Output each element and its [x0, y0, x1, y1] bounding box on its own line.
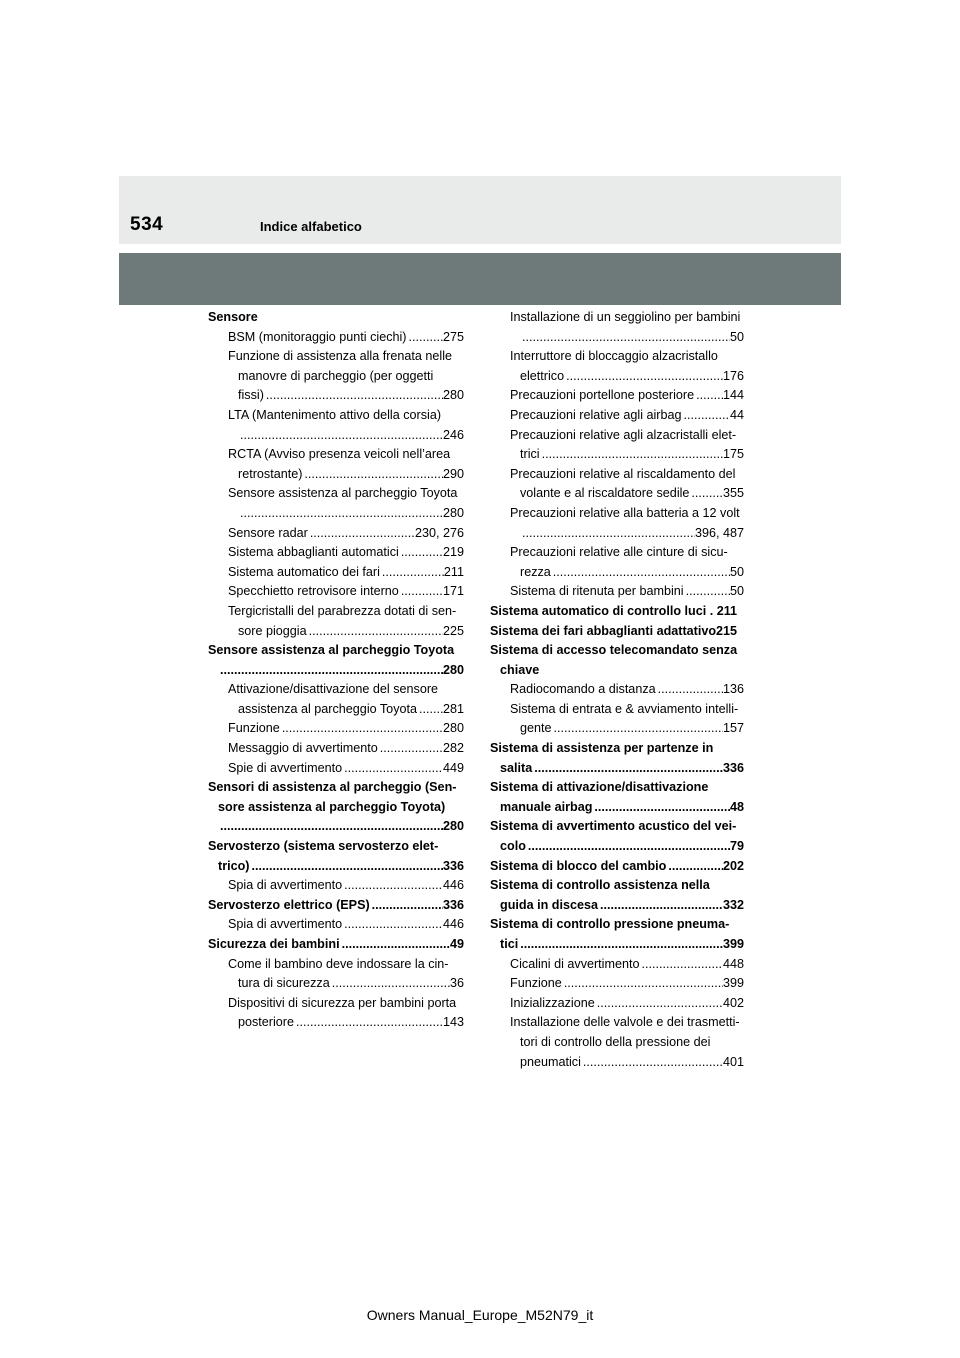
- leader-dots: [598, 896, 723, 916]
- leader-dots: [551, 563, 730, 583]
- index-entry: [490, 426, 744, 446]
- page-reference: 336: [722, 760, 744, 775]
- index-column-right: [490, 308, 744, 1072]
- index-entry: [208, 582, 464, 602]
- index-entry: [208, 445, 464, 465]
- page-reference: 281: [442, 701, 464, 716]
- index-term: retrostante): [238, 466, 303, 481]
- index-entry: [490, 308, 744, 328]
- index-entry: [208, 955, 464, 975]
- leader-dots: [656, 680, 723, 700]
- index-term: Interruttore di bloccaggio alzacristallo: [510, 349, 718, 364]
- index-term: Funzione: [228, 721, 280, 736]
- index-entry: [490, 896, 744, 916]
- index-entry: [208, 719, 464, 739]
- index-entry: [208, 680, 464, 700]
- index-entry: [490, 661, 744, 681]
- index-entry: [208, 524, 464, 544]
- index-entry: [208, 817, 464, 837]
- leader-dots: [640, 955, 723, 975]
- index-term: Tergicristalli del parabrezza dotati di sen-: [228, 603, 457, 618]
- index-term: sore pioggia: [238, 623, 307, 638]
- index-term: Spia di avvertimento: [228, 878, 343, 893]
- index-term: Funzione: [510, 976, 562, 991]
- index-term: Precauzioni relative alle cinture di sicu-: [510, 545, 728, 560]
- index-term: manovre di parcheggio (per oggetti: [238, 368, 434, 383]
- index-term: Spia di avvertimento: [228, 917, 343, 932]
- index-term: Radiocomando a distanza: [510, 682, 656, 697]
- page-reference: 446: [442, 917, 464, 932]
- page-reference: 401: [722, 1054, 744, 1069]
- index-term: Sistema di entrata e & avviamento intelli-: [510, 701, 739, 716]
- footer-text: Owners Manual_Europe_M52N79_it: [366, 1307, 594, 1323]
- page-reference: 50: [729, 564, 744, 579]
- page-reference: 143: [442, 1015, 464, 1030]
- leader-dots: [399, 543, 443, 563]
- page-reference: 49: [449, 937, 464, 951]
- index-entry: [490, 641, 744, 661]
- index-entry: [208, 935, 464, 955]
- page-reference: 449: [442, 760, 464, 775]
- index-entry: [208, 367, 464, 387]
- index-entry: [490, 798, 744, 818]
- page-reference: 402: [722, 995, 744, 1010]
- index-entry: [208, 484, 464, 504]
- index-term: Sensore assistenza al parcheggio Toyota: [228, 486, 458, 501]
- index-term: Sistema automatico dei fari: [228, 564, 380, 579]
- index-term: Precauzioni relative agli alzacristalli elet-: [510, 427, 737, 442]
- index-entry: [208, 406, 464, 426]
- index-entry: [490, 328, 744, 348]
- page-reference: 282: [442, 741, 464, 756]
- page-reference: 290: [442, 466, 464, 481]
- index-entry: [490, 974, 744, 994]
- leader-dots: [218, 817, 443, 837]
- index-entry: [490, 759, 744, 779]
- index-term: manuale airbag: [500, 799, 593, 814]
- index-term: Sistema dei fari abbaglianti adattativo215: [490, 623, 738, 638]
- leader-dots: [302, 465, 443, 485]
- leader-dots: [581, 1053, 723, 1073]
- leader-dots: [552, 719, 723, 739]
- page-reference: 36: [449, 976, 464, 991]
- index-entry: [208, 1013, 464, 1033]
- index-term: Cicalini di avvertimento: [510, 956, 640, 971]
- index-term: posteriore: [238, 1015, 295, 1030]
- index-entry: [490, 445, 744, 465]
- index-term: Dispositivi di sicurezza per bambini porta: [228, 995, 457, 1010]
- leader-dots: [342, 876, 443, 896]
- leader-dots: [238, 426, 443, 446]
- index-term: Specchietto retrovisore interno: [228, 584, 399, 599]
- index-entry: [490, 915, 744, 935]
- leader-dots: [307, 622, 443, 642]
- index-term: Sistema di avvertimento acustico del vei-: [490, 819, 737, 834]
- index-term: elettrico: [520, 368, 565, 383]
- leader-dots: [380, 563, 444, 583]
- index-entry: [490, 935, 744, 955]
- leader-dots: [264, 386, 443, 406]
- index-term: tori di controllo della pressione dei: [520, 1034, 711, 1049]
- index-entry: [490, 406, 744, 426]
- index-entry: [208, 386, 464, 406]
- page-reference: 175: [722, 447, 744, 462]
- index-entry: [490, 602, 744, 622]
- index-term: gente: [520, 721, 552, 736]
- index-term: Precauzioni relative alla batteria a 12 volt: [510, 505, 740, 520]
- leader-dots: [330, 974, 450, 994]
- index-term: trico): [218, 858, 250, 873]
- index-term: Sensore: [208, 310, 258, 324]
- page-reference: 144: [722, 388, 744, 403]
- index-term: Sistema automatico di controllo luci . 211: [490, 603, 738, 618]
- index-entry: [208, 857, 464, 877]
- index-term: tura di sicurezza: [238, 976, 330, 991]
- index-term: colo: [500, 839, 526, 854]
- index-term: Sicurezza dei bambini: [208, 937, 340, 951]
- page-reference: 332: [722, 897, 744, 912]
- index-term: guida in discesa: [500, 897, 598, 912]
- leader-dots: [238, 504, 443, 524]
- page-reference: 44: [729, 407, 744, 422]
- page-reference: 202: [722, 858, 744, 873]
- index-entry: [208, 837, 464, 857]
- index-entry: [490, 347, 744, 367]
- index-term: Sistema di assistenza per partenze in: [490, 741, 714, 756]
- page-reference: 280: [442, 662, 464, 677]
- index-entry: [208, 759, 464, 779]
- leader-dots: [378, 739, 443, 759]
- index-entry: [208, 739, 464, 759]
- index-term: RCTA (Avviso presenza veicoli nell’area: [228, 447, 451, 462]
- index-term: Servosterzo (sistema servosterzo elet-: [208, 839, 439, 854]
- page-reference: 280: [442, 819, 464, 834]
- page-reference: 171: [442, 584, 464, 599]
- leader-dots: [520, 328, 730, 348]
- page-reference: 211: [443, 564, 464, 579]
- index-term: BSM (monitoraggio punti ciechi): [228, 329, 407, 344]
- page-reference: 336: [442, 858, 464, 873]
- page-reference: 50: [729, 329, 744, 344]
- index-entry: [208, 661, 464, 681]
- leader-dots: [526, 837, 730, 857]
- index-entry: [490, 563, 744, 583]
- index-term: sore assistenza al parcheggio Toyota): [218, 799, 446, 814]
- index-term: Attivazione/disattivazione del sensore: [228, 682, 439, 697]
- index-term: trici: [520, 447, 540, 462]
- leader-dots: [592, 798, 730, 818]
- leader-dots: [342, 915, 443, 935]
- index-entry: [490, 543, 744, 563]
- index-entry: [490, 484, 744, 504]
- index-term: chiave: [500, 662, 540, 677]
- index-entry: [208, 563, 464, 583]
- leader-dots: [564, 367, 723, 387]
- index-entry: [208, 602, 464, 622]
- index-term: Precauzioni relative al riscaldamento del: [510, 466, 736, 481]
- index-term: Messaggio di avvertimento: [228, 741, 378, 756]
- index-term: Sistema di accesso telecomandato senza: [490, 643, 738, 658]
- index-entry: [490, 837, 744, 857]
- index-entry: [490, 700, 744, 720]
- page-reference: 280: [442, 721, 464, 736]
- index-term: tici: [500, 937, 519, 951]
- index-entry: [490, 465, 744, 485]
- index-column-left: [208, 308, 464, 1033]
- index-entry: [208, 641, 464, 661]
- index-entry: [490, 367, 744, 387]
- index-term: Sistema di ritenuta per bambini: [510, 584, 684, 599]
- leader-dots: [340, 935, 450, 955]
- index-term: rezza: [520, 564, 551, 579]
- index-entry: [208, 974, 464, 994]
- index-entry: [490, 739, 744, 759]
- page-reference: 280: [442, 388, 464, 403]
- index-entry: [490, 386, 744, 406]
- index-term: Precauzioni portellone posteriore: [510, 388, 695, 403]
- leader-dots: [518, 935, 723, 955]
- page-reference: 48: [729, 799, 744, 814]
- index-term: pneumatici: [520, 1054, 581, 1069]
- index-term: Sistema di controllo pressione pneuma-: [490, 917, 730, 932]
- index-entry: [208, 915, 464, 935]
- leader-dots: [682, 406, 730, 426]
- index-term: Sensore radar: [228, 525, 308, 540]
- index-entry: [490, 582, 744, 602]
- leader-dots: [280, 719, 443, 739]
- index-entry: [490, 876, 744, 896]
- index-term: assistenza al parcheggio Toyota: [238, 701, 417, 716]
- index-term: Funzione di assistenza alla frenata nelle: [228, 349, 453, 364]
- index-entry: [208, 308, 464, 328]
- page-reference: 136: [722, 682, 744, 697]
- page-reference: 448: [722, 956, 744, 971]
- leader-dots: [407, 328, 443, 348]
- index-entry: [208, 700, 464, 720]
- index-entry: [208, 876, 464, 896]
- index-entry: [208, 778, 464, 798]
- leader-dots: [249, 857, 443, 877]
- index-entry: [208, 328, 464, 348]
- index-entry: [490, 719, 744, 739]
- page-reference: 399: [722, 976, 744, 991]
- header-band: [119, 253, 841, 305]
- leader-dots: [684, 582, 730, 602]
- page-reference: 396, 487: [694, 525, 744, 540]
- page-reference: 275: [442, 329, 464, 344]
- index-term: Come il bambino deve indossare la cin-: [228, 956, 449, 971]
- index-entry: [490, 817, 744, 837]
- leader-dots: [218, 661, 443, 681]
- page-reference: 79: [729, 839, 744, 854]
- leader-dots: [532, 759, 723, 779]
- index-term: Precauzioni relative agli airbag: [510, 407, 682, 422]
- page-number: 534: [130, 214, 164, 235]
- index-term: LTA (Mantenimento attivo della corsia): [228, 407, 442, 422]
- index-term: fissi): [238, 388, 264, 403]
- index-entry: [490, 1053, 744, 1073]
- index-entry: [490, 955, 744, 975]
- index-entry: [208, 426, 464, 446]
- page-reference: 355: [722, 486, 744, 501]
- index-entry: [208, 994, 464, 1014]
- index-entry: [490, 622, 744, 642]
- index-term: Installazione di un seggiolino per bambini: [510, 310, 741, 324]
- index-term: volante e al riscaldatore sedile: [520, 486, 690, 501]
- index-entry: [490, 778, 744, 798]
- leader-dots: [694, 386, 723, 406]
- index-entry: [490, 524, 744, 544]
- page-reference: 230, 276: [414, 525, 464, 540]
- page-reference: 157: [722, 721, 744, 736]
- index-entry: [208, 465, 464, 485]
- page-reference: 446: [442, 878, 464, 893]
- leader-dots: [370, 896, 443, 916]
- index-term: salita: [500, 760, 533, 775]
- index-entry: [208, 504, 464, 524]
- index-entry: [490, 857, 744, 877]
- leader-dots: [342, 759, 443, 779]
- index-term: Servosterzo elettrico (EPS): [208, 897, 370, 912]
- page-reference: 246: [442, 427, 464, 442]
- page-reference: 336: [442, 897, 464, 912]
- index-term: Spie di avvertimento: [228, 760, 343, 775]
- section-title: Indice alfabetico: [260, 219, 362, 234]
- leader-dots: [562, 974, 723, 994]
- index-entry: [490, 1013, 744, 1033]
- index-term: Sistema di attivazione/disattivazione: [490, 780, 709, 795]
- index-entry: [208, 347, 464, 367]
- index-entry: [490, 1033, 744, 1053]
- index-entry: [208, 543, 464, 563]
- page-reference: 176: [722, 368, 744, 383]
- leader-dots: [294, 1013, 443, 1033]
- index-term: Sensore assistenza al parcheggio Toyota: [208, 643, 455, 658]
- index-term: Sistema di controllo assistenza nella: [490, 878, 710, 893]
- leader-dots: [520, 524, 695, 544]
- leader-dots: [689, 484, 723, 504]
- leader-dots: [540, 445, 723, 465]
- index-entry: [208, 622, 464, 642]
- page-reference: 399: [722, 937, 744, 951]
- page-reference: 219: [442, 545, 464, 560]
- leader-dots: [595, 994, 723, 1014]
- index-term: Sistema abbaglianti automatici: [228, 545, 399, 560]
- index-entry: [208, 798, 464, 818]
- index-entry: [490, 504, 744, 524]
- leader-dots: [308, 524, 415, 544]
- index-entry: [490, 680, 744, 700]
- page-reference: 280: [442, 505, 464, 520]
- page-reference: 225: [442, 623, 464, 638]
- page-reference: 50: [729, 584, 744, 599]
- index-entry: [208, 896, 464, 916]
- leader-dots: [417, 700, 443, 720]
- index-entry: [490, 994, 744, 1014]
- index-term: Sistema di blocco del cambio: [490, 858, 667, 873]
- leader-dots: [666, 857, 723, 877]
- leader-dots: [399, 582, 443, 602]
- index-term: Sensori di assistenza al parcheggio (Sen-: [208, 780, 457, 795]
- header-bar: [119, 176, 841, 244]
- index-term: Inizializzazione: [510, 995, 595, 1010]
- index-term: Installazione delle valvole e dei trasmetti-: [510, 1015, 740, 1030]
